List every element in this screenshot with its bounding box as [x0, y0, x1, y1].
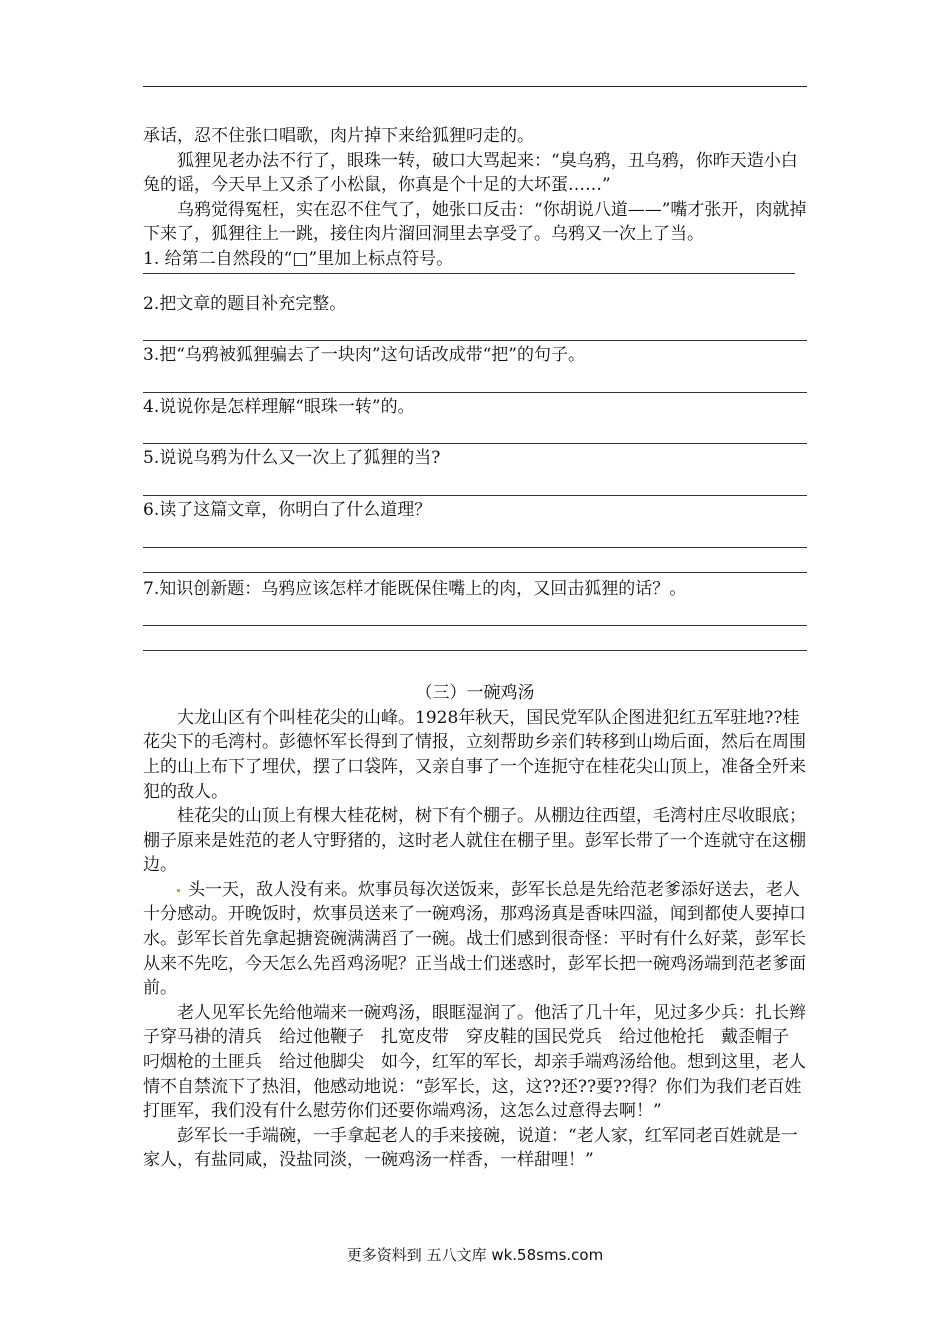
paragraph: 狐狸见老办法不行了，眼珠一转，破口大骂起来：“臭乌鸦，丑乌鸦，你昨天造小白兔的谣，今天早上又杀了小松鼠，你真是个十足的大坏蛋……”	[143, 150, 798, 196]
paragraph: 大龙山区有个叫桂花尖的山峰。1928年秋天，国民党军队企图进犯红五军驻地??桂花尖下的毛湾村。彭德怀军长得到了情报，立刻帮助乡亲们转移到山坳后面，然后在周围上的山上布下了埋伏，摆了口袋阵，又亲自事了一个连扼守在桂花尖山顶上，准备全歼来犯的敌人。	[143, 707, 806, 802]
question-list	[143, 247, 807, 651]
answer-line[interactable]	[143, 419, 807, 444]
header-rule	[143, 86, 807, 87]
stray-mark	[177, 889, 180, 892]
paragraph: 老人见军长先给他端来一碗鸡汤，眼眶湿润了。他活了几十年，见过多少兵：扎长辫子穿马褂的清兵 给过他鞭子 扎宽皮带 穿皮鞋的国民党兵 给过他枪托 戴歪帽子 叼烟枪的土匪兵 给过他脚尖 如今，红军的军长，却亲手端鸡汤给他。想到这里，老人情不自禁流下了热泪，他感动地说：“彭军长，这，这??还??要??得？你们为我们老百姓打匪军，我们没有什么慰劳你们还要你端鸡汤，这怎么过意得去啊！”	[143, 1002, 806, 1122]
question-3: 3.把“乌鸦被狐狸骗去了一块肉”这句话改成带“把”的句子。	[143, 345, 585, 366]
passage-top	[143, 124, 807, 247]
question-1: 1. 给第二自然段的“□”里加上标点符号。	[143, 248, 454, 269]
paragraph: 桂花尖的山顶上有棵大桂花树，树下有个棚子。从棚边往西望，毛湾村庄尽收眼底；棚子原来是姓范的老人守野猪的，这时老人就住在棚子里。彭军长带了一个连就守在这棚边。	[143, 806, 806, 876]
page-content	[143, 124, 807, 1173]
answer-line[interactable]	[143, 368, 807, 393]
paragraph: 承话，忍不住张口唱歌，肉片掉下来给狐狸叼走的。	[143, 126, 534, 146]
section-three	[143, 681, 807, 1173]
question-4: 4.说说你是怎样理解“眼珠一转”的。	[143, 396, 415, 417]
question-5: 5.说说乌鸦为什么又一次上了狐狸的当?	[143, 448, 441, 469]
paragraph: 彭军长一手端碗，一手拿起老人的手来接碗，说道：“老人家，红军同老百姓就是一家人，有盐同咸，没盐同淡，一碗鸡汤一样香，一样甜哩！”	[143, 1125, 798, 1171]
answer-line[interactable]	[143, 316, 807, 341]
footer-text: 更多资料到 五八文库 wk.58sms.com	[346, 1246, 604, 1264]
answer-line[interactable]	[143, 601, 807, 626]
answer-line[interactable]	[143, 523, 807, 548]
question-2: 2.把文章的题目补充完整。	[143, 293, 347, 314]
paragraph: 乌鸦觉得冤枉，实在忍不住气了，她张口反击：“你胡说八道——”嘴才张开，肉就掉下来了，狐狸往上一跳，接住肉片溜回洞里去享受了。乌鸦又一次上了当。	[143, 199, 807, 245]
section-title: （三）一碗鸡汤	[415, 683, 535, 704]
answer-line[interactable]	[143, 471, 807, 496]
answer-line[interactable]	[143, 548, 807, 573]
paragraph	[143, 878, 807, 1001]
paragraph-text: 头一天，敌人没有来。炊事员每次送饭来，彭军长总是先给范老爹添好送去，老人十分感动。开晚饭时，炊事员送来了一碗鸡汤，那鸡汤真是香味四溢，闻到都使人要掉口水。彭军长首先拿起搪瓷碗满满舀了一碗。战士们感到很奇怪：平时有什么好菜，彭军长从来不先吃，今天怎么先舀鸡汤呢？正当战士们迷惑时，彭军长把一碗鸡汤端到范老爹面前。	[143, 879, 806, 999]
answer-line[interactable]	[143, 626, 807, 651]
question-6: 6.读了这篇文章，你明白了什么道理？	[143, 499, 432, 520]
question-7: 7.知识创新题：乌鸦应该怎样才能既保住嘴上的肉，又回击狐狸的话？。	[143, 578, 687, 599]
